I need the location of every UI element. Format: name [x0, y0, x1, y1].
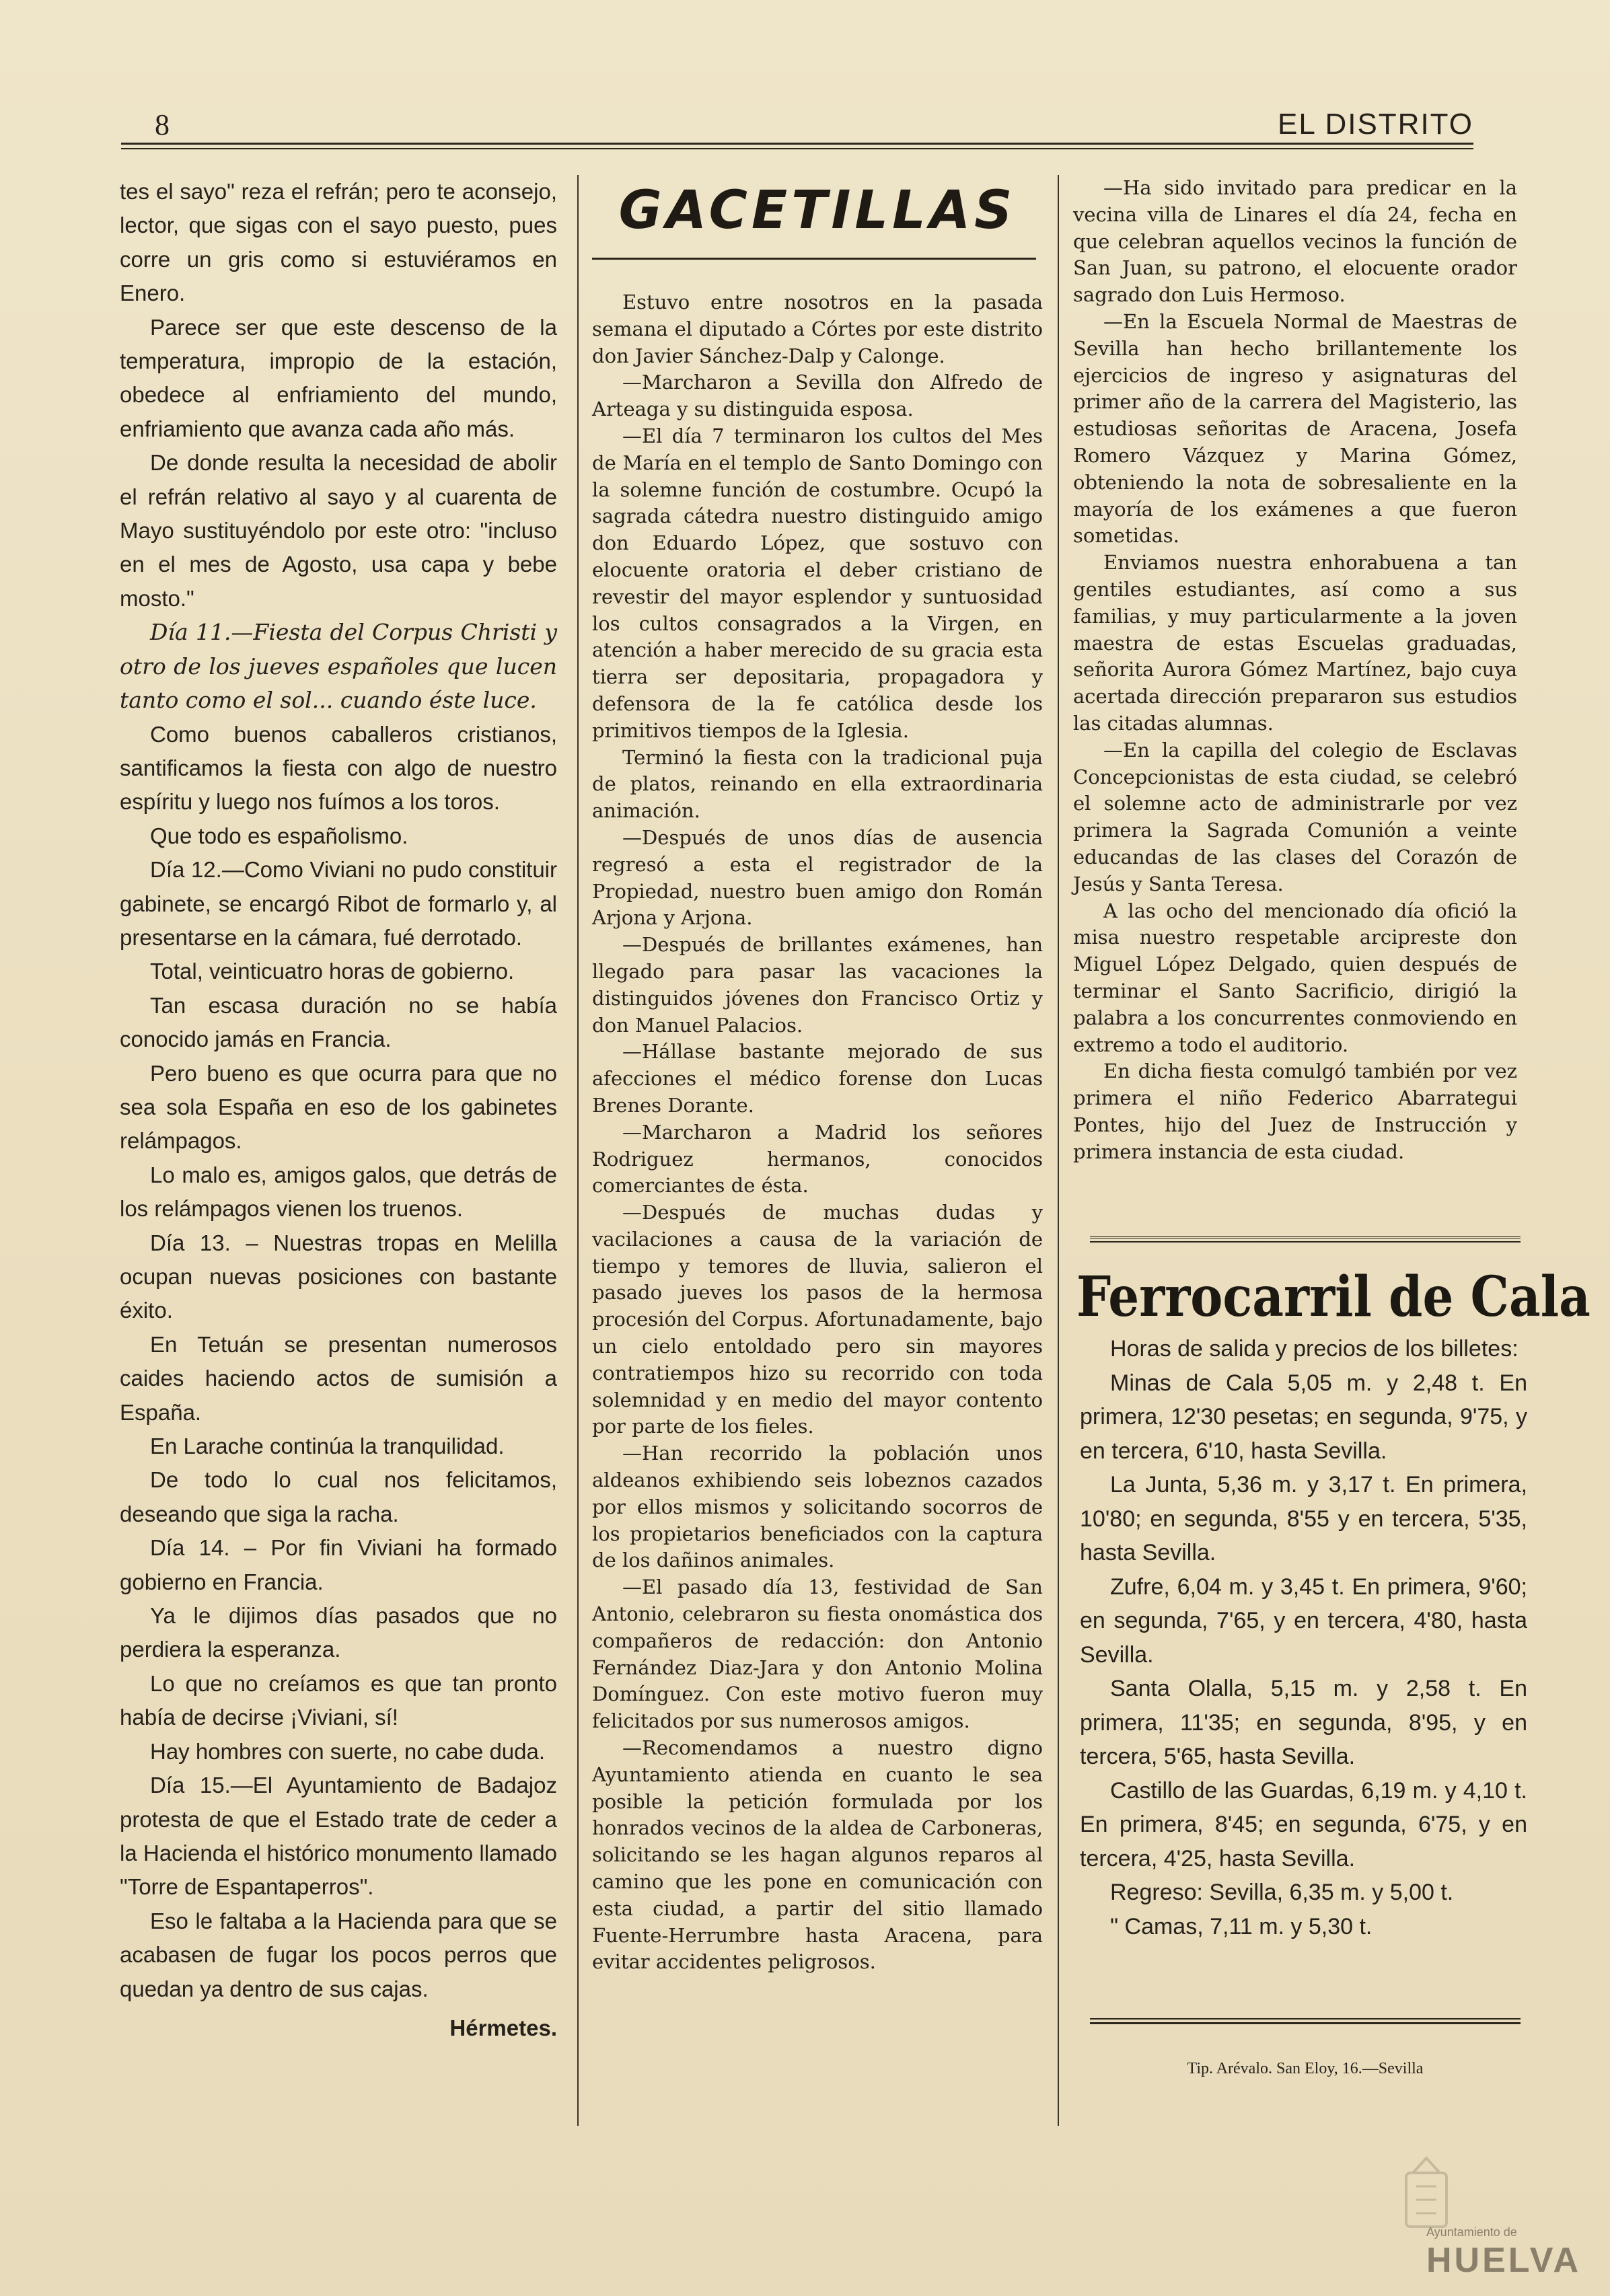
paragraph: Como buenos caballeros cristianos, santificamos la fiesta con algo de nuestro espíritu y luego nos fuímos a los toros. — [120, 721, 557, 815]
paragraph: Total, veinticuatro horas de gobierno. — [150, 959, 515, 984]
paragraph: —Hállase bastante mejorado de sus afecciones el médico forense don Lucas Brenes Dorante. — [592, 1040, 1043, 1117]
paragraph: Estuvo entre nosotros en la pasada semana el diputado a Córtes por este distrito don Javier Sánchez-Dalp y Calonge. — [592, 291, 1043, 367]
column-gacetillas — [592, 289, 1043, 1976]
paragraph: De todo lo cual nos felicitamos, deseando que siga la racha. — [120, 1467, 557, 1526]
timetable-line: Regreso: Sevilla, 6,35 m. y 5,00 t. — [1110, 1880, 1454, 1905]
paragraph: —Han recorrido la población unos aldeanos exhibiendo seis lobeznos cazados por ellos mismos y solicitando socorros de los propietarios beneficiados con la captura de los dañinos animales. — [592, 1442, 1043, 1572]
watermark-text: HUELVA — [1426, 2241, 1582, 2280]
paragraph: Lo que no creíamos es que tan pronto había de decirse ¡Viviani, sí! — [120, 1670, 557, 1730]
section-rule — [1090, 2018, 1521, 2024]
paragraph: Día 11.—Fiesta del Corpus Christi y otro de los jueves españoles que lucen tanto como el sol... cuando éste luce. — [120, 619, 557, 714]
paragraph: Eso le faltaba a la Hacienda para que se acabasen de fugar los pocos perros que quedan ya dentro de sus cajas. — [120, 1908, 557, 2001]
paragraph: Día 13. – Nuestras tropas en Melilla ocupan nuevas posiciones con bastante éxito. — [120, 1230, 557, 1323]
paragraph: Que todo es españolismo. — [150, 823, 408, 848]
paragraph: —Después de unos días de ausencia regresó a esta el registrador de la Propiedad, nuestro buen amigo don Román Arjona y Arjona. — [592, 825, 1043, 930]
paragraph: —En la capilla del colegio de Esclavas Concepcionistas de esta ciudad, se celebró el solemne acto de administrarle por vez primera la Sagrada Comunión a veinte educandas de las clases del Corazón de Jesús y Santa Teresa. — [1073, 738, 1517, 895]
paragraph: De donde resulta la necesidad de abolir el refrán relativo al sayo y al cuarenta de Mayo sustituyéndolo por este otro: "incluso en el mes de Agosto, usa capa y bebe mosto." — [120, 450, 557, 611]
column-chronicle — [120, 175, 557, 2045]
paragraph: En Tetuán se presentan numerosos caides haciendo actos de sumisión a España. — [120, 1331, 557, 1425]
paragraph: —El pasado día 13, festividad de San Antonio, celebraron su fiesta onomástica dos compañeros de redacción: don Antonio Fernández Diaz-Jara y don Antonio Molina Domínguez. Con este motivo fueron muy felicitados por sus numerosos amigos. — [592, 1576, 1043, 1733]
timetable-line: Horas de salida y precios de los billetes: — [1110, 1336, 1518, 1362]
paragraph: —El día 7 terminaron los cultos del Mes de María en el templo de Santo Domingo con la solemne función de costumbre. Ocupó la sagrada cátedra nuestro distinguido amigo don Eduardo López, que sostuvo con elocuente oratoria el deber cristiano de revestir del mayor esplendor y suntuosidad los cultos consagrados a la Virgen, en atención a haber merecido de su gracia esta tierra ser depositaria, propagadora y defensora de la fe católica desde los primitivos tiempos de la Iglesia. — [592, 424, 1043, 742]
paragraph: Terminó la fiesta con la tradicional puja de platos, reinando en ella extraordinaria animación. — [592, 745, 1043, 823]
timetable-line: Zufre, 6,04 m. y 3,45 t. En primera, 9'60; en segunda, 7'65, y en tercera, 4'80, hasta Sevilla. — [1080, 1573, 1527, 1668]
paragraph: —Marcharon a Madrid los señores Rodriguez hermanos, conocidos comerciantes de ésta. — [592, 1120, 1043, 1197]
column-divider — [1058, 175, 1059, 2126]
timetable — [1080, 1332, 1527, 1943]
column-divider — [577, 175, 579, 2126]
paragraph: Enviamos nuestra enhorabuena a tan gentiles estudiantes, así como a sus familias, y muy particularmente a la joven maestra de estas Escuelas graduadas, señorita Aurora Gómez Martínez, bajo cuya acertada dirección prepararon sus estudios las citadas alumnas. — [1073, 551, 1517, 735]
paragraph: Ya le dijimos días pasados que no perdiera la esperanza. — [120, 1603, 557, 1662]
page-number: 8 — [155, 108, 170, 141]
paragraph: Pero bueno es que ocurra para que no sea sola España en eso de los gabinetes relámpagos. — [120, 1060, 557, 1154]
header-rule — [121, 143, 1473, 149]
paragraph: —En la Escuela Normal de Maestras de Sevilla han hecho brillantemente los ejercicios de ingreso y asignaturas del primer año de la carrera del Magisterio, las estudiosas señoritas de Aracena, Josefa Romero Vázquez y Marina Gómez, obteniendo la nota de sobresaliente en la mayoría de los exámenes a que fueron sometidas. — [1073, 309, 1517, 548]
paragraph: Día 15.—El Ayuntamiento de Badajoz protesta de que el Estado trate de ceder a la Hacienda el histórico monumento llamado "Torre de Espantaperros". — [120, 1773, 557, 1900]
timetable-line: " Camas, 7,11 m. y 5,30 t. — [1110, 1913, 1373, 1939]
section-heading: GACETILLAS — [618, 180, 1017, 241]
watermark-small-text: Ayuntamiento de — [1426, 2225, 1517, 2239]
paragraph: Hay hombres con suerte, no cabe duda. — [150, 1738, 546, 1764]
column-gacetillas-continued — [1073, 175, 1517, 1165]
paragraph: —Recomendamos a nuestro digno Ayuntamiento atienda en cuanto le sea posible la petición formulada por los honrados vecinos de la aldea de Carboneras, solicitando se les hagan algunos reparos al camino que les pone en comunicación con esta ciudad, a partir del sitio llamado Fuente-Herrumbre hasta Aracena, para evitar accidentes peligrosos. — [592, 1736, 1043, 1974]
paragraph: —Ha sido invitado para predicar en la vecina villa de Linares el día 24, fecha en que celebran aquellos vecinos la función de San Juan, su patrono, el elocuente orador sagrado don Luis Hermoso. — [1073, 176, 1517, 307]
author-signature: Hérmetes. — [449, 2015, 557, 2040]
journal-name: EL DISTRITO — [1278, 108, 1473, 141]
paragraph: En Larache continúa la tranquilidad. — [150, 1434, 505, 1459]
ferrocarril-title: Ferrocarril de Cala — [1076, 1265, 1590, 1329]
timetable-line: Castillo de las Guardas, 6,19 m. y 4,10 t. En primera, 8'45; en segunda, 6'75, y en tercera, 4'25, hasta Sevilla. — [1080, 1777, 1527, 1872]
paragraph: Día 12.—Como Viviani no pudo constituir gabinete, se encargó Ribot de formarlo y, al presentarse en la cámara, fué derrotado. — [120, 857, 557, 950]
paragraph: A las ocho del mencionado día ofició la misa nuestro respetable arcipreste don Miguel López Delgado, quien después de terminar el Santo Sacrificio, dirigió la palabra a los concurrentes conmoviendo en extremo a todo el auditorio. — [1073, 899, 1517, 1056]
paragraph: Lo malo es, amigos galos, que detrás de los relámpagos vienen los truenos. — [120, 1162, 557, 1222]
paragraph: tes el sayo" reza el refrán; pero te aconsejo, lector, que sigas con el sayo puesto, pues corre un gris como si estuviéramos en Enero. — [120, 179, 557, 306]
timetable-line: Minas de Cala 5,05 m. y 2,48 t. En primera, 12'30 pesetas; en segunda, 9'75, y en tercera, 6'10, hasta Sevilla. — [1080, 1370, 1527, 1464]
paragraph: Tan escasa duración no se había conocido jamás en Francia. — [120, 992, 557, 1052]
paragraph: —Después de brillantes exámenes, han llegado para pasar las vacaciones la distinguidos jóvenes don Francisco Ortiz y don Manuel Palacios. — [592, 933, 1043, 1037]
page-header — [121, 108, 1473, 148]
timetable-line: La Junta, 5,36 m. y 3,17 t. En primera, 10'80; en segunda, 8'55 y en tercera, 5'35, hasta Sevilla. — [1080, 1472, 1527, 1565]
paragraph: —Después de muchas dudas y vacilaciones a causa de la variación de tiempo y temores de lluvia, salieron el pasado jueves los pasos de la hermosa procesión del Corpus. Afortunadamente, bajo un cielo entoldado pero sin mayores contratiempos hizo su recorrido con toda solemnidad y en medio del mayor contento por parte de los fieles. — [592, 1201, 1043, 1438]
paragraph: Día 14. – Por fin Viviani ha formado gobierno en Francia. — [120, 1535, 557, 1594]
timetable-line: Santa Olalla, 5,15 m. y 2,58 t. En primera, 11'35; en segunda, 8'95, y en tercera, 5'65, hasta Sevilla. — [1080, 1676, 1527, 1769]
paragraph: Parece ser que este descenso de la temperatura, impropio de la estación, obedece al enfriamiento del mundo, enfriamiento que avanza cada año más. — [120, 314, 557, 441]
section-rule — [1090, 1236, 1521, 1243]
paragraph: En dicha fiesta comulgó también por vez primera el niño Federico Abarrategui Pontes, hijo del Juez de Instrucción y primera instancia de esta ciudad. — [1073, 1060, 1517, 1163]
paragraph: —Marcharon a Sevilla don Alfredo de Arteaga y su distinguida esposa. — [592, 371, 1043, 421]
printer-imprint: Tip. Arévalo. San Eloy, 16.—Sevilla — [1187, 2060, 1424, 2077]
heading-rule — [592, 258, 1036, 260]
